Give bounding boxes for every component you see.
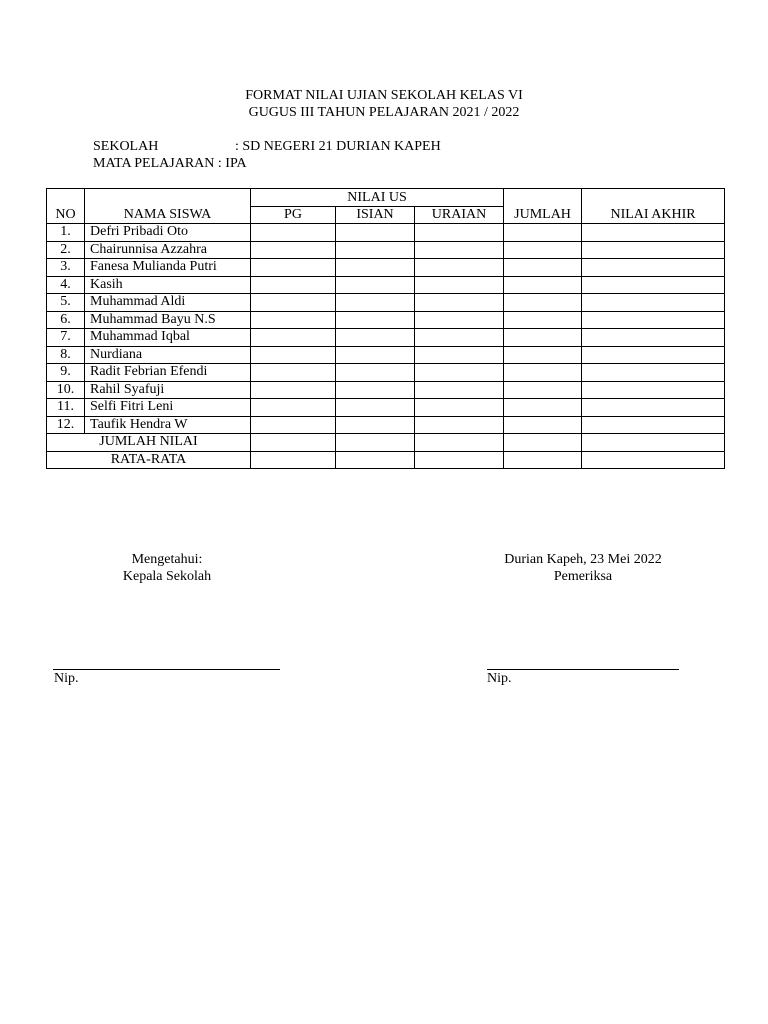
table-cell[interactable] (415, 311, 504, 329)
subject-label: MATA PELAJARAN : IPA (93, 156, 247, 171)
table-cell[interactable] (251, 399, 336, 417)
school-value: : SD NEGERI 21 DURIAN KAPEH (235, 139, 441, 154)
table-row (47, 346, 725, 364)
table-cell[interactable] (251, 346, 336, 364)
table-cell[interactable] (415, 224, 504, 242)
table-cell[interactable] (582, 381, 725, 399)
table-row (47, 329, 725, 347)
document-title (0, 87, 768, 121)
table-cell[interactable] (504, 276, 582, 294)
student-name: Fanesa Mulianda Putri (85, 259, 251, 277)
table-cell[interactable] (504, 451, 582, 469)
header-uraian: URAIAN (415, 206, 504, 224)
table-cell[interactable] (415, 416, 504, 434)
row-number: 5. (47, 294, 85, 312)
table-cell[interactable] (504, 224, 582, 242)
header-jumlah: JUMLAH (504, 189, 582, 224)
table-cell[interactable] (582, 329, 725, 347)
table-cell[interactable] (582, 276, 725, 294)
table-cell[interactable] (336, 451, 415, 469)
table-cell[interactable] (504, 329, 582, 347)
signature-right-line-2: Pemeriksa (553, 569, 613, 584)
row-number: 2. (47, 241, 85, 259)
table-cell[interactable] (415, 259, 504, 277)
table-row (47, 224, 725, 242)
table-cell[interactable] (504, 364, 582, 382)
row-number: 7. (47, 329, 85, 347)
header-nilai-us: NILAI US (251, 189, 504, 207)
table-cell[interactable] (251, 364, 336, 382)
table-cell[interactable] (336, 259, 415, 277)
table-cell[interactable] (336, 329, 415, 347)
header-pg: PG (251, 206, 336, 224)
grades-table (46, 188, 725, 469)
header-isian: ISIAN (336, 206, 415, 224)
table-cell[interactable] (415, 364, 504, 382)
student-name: Defri Pribadi Oto (85, 224, 251, 242)
table-row (47, 311, 725, 329)
table-cell[interactable] (504, 381, 582, 399)
table-cell[interactable] (336, 399, 415, 417)
footer-avg-label: RATA-RATA (47, 451, 251, 469)
table-cell[interactable] (582, 224, 725, 242)
table-cell[interactable] (504, 241, 582, 259)
table-body (47, 224, 725, 434)
table-cell[interactable] (251, 451, 336, 469)
nip-left: Nip. (54, 671, 79, 686)
table-cell[interactable] (582, 241, 725, 259)
table-cell[interactable] (504, 346, 582, 364)
table-cell[interactable] (504, 259, 582, 277)
table-cell[interactable] (415, 451, 504, 469)
signature-line-right (487, 669, 679, 670)
table-cell[interactable] (582, 311, 725, 329)
header-name: NAMA SISWA (85, 189, 251, 224)
table-header-row-1 (47, 189, 725, 207)
table-cell[interactable] (582, 451, 725, 469)
table-cell[interactable] (415, 434, 504, 452)
table-cell[interactable] (251, 259, 336, 277)
table-cell[interactable] (336, 434, 415, 452)
table-footer-avg (47, 451, 725, 469)
table-cell[interactable] (504, 399, 582, 417)
table-cell[interactable] (336, 346, 415, 364)
table-cell[interactable] (251, 416, 336, 434)
title-line-1: FORMAT NILAI UJIAN SEKOLAH KELAS VI (245, 88, 523, 103)
table-cell[interactable] (251, 311, 336, 329)
table-cell[interactable] (336, 294, 415, 312)
signature-right-line-1: Durian Kapeh, 23 Mei 2022 (504, 552, 662, 567)
table-cell[interactable] (251, 381, 336, 399)
table-row (47, 276, 725, 294)
table-cell[interactable] (415, 241, 504, 259)
student-name: Taufik Hendra W (85, 416, 251, 434)
student-name: Muhammad Bayu N.S (85, 311, 251, 329)
student-name: Radit Febrian Efendi (85, 364, 251, 382)
footer-total-label: JUMLAH NILAI (47, 434, 251, 452)
table-cell[interactable] (336, 224, 415, 242)
table-row (47, 364, 725, 382)
header-nilai-akhir: NILAI AKHIR (582, 189, 725, 224)
row-number: 12. (47, 416, 85, 434)
table-cell[interactable] (251, 294, 336, 312)
table-row (47, 294, 725, 312)
table-cell[interactable] (582, 259, 725, 277)
table-cell[interactable] (415, 381, 504, 399)
table-footer-total (47, 434, 725, 452)
table-cell[interactable] (582, 434, 725, 452)
table-row (47, 399, 725, 417)
table-cell[interactable] (251, 329, 336, 347)
header-no: NO (47, 189, 85, 224)
signature-line-left (53, 669, 280, 670)
student-name: Rahil Syafuji (85, 381, 251, 399)
table-cell[interactable] (504, 434, 582, 452)
row-number: 11. (47, 399, 85, 417)
signature-left-line-1: Mengetahui: (131, 552, 203, 567)
table-row (47, 259, 725, 277)
table-cell[interactable] (336, 276, 415, 294)
table-cell[interactable] (251, 224, 336, 242)
student-name: Chairunnisa Azzahra (85, 241, 251, 259)
table-cell[interactable] (415, 329, 504, 347)
row-number: 3. (47, 259, 85, 277)
table-cell[interactable] (582, 416, 725, 434)
row-number: 10. (47, 381, 85, 399)
table-cell[interactable] (415, 276, 504, 294)
table-cell[interactable] (415, 294, 504, 312)
row-number: 6. (47, 311, 85, 329)
student-name: Muhammad Aldi (85, 294, 251, 312)
student-name: Selfi Fitri Leni (85, 399, 251, 417)
table-cell[interactable] (582, 364, 725, 382)
table-cell[interactable] (336, 364, 415, 382)
table-cell[interactable] (251, 276, 336, 294)
row-number: 1. (47, 224, 85, 242)
title-line-2: GUGUS III TAHUN PELAJARAN 2021 / 2022 (248, 105, 520, 120)
row-number: 9. (47, 364, 85, 382)
table-cell[interactable] (336, 381, 415, 399)
nip-right: Nip. (487, 671, 512, 686)
table-cell[interactable] (251, 434, 336, 452)
table-row (47, 416, 725, 434)
table-cell[interactable] (415, 399, 504, 417)
table-row (47, 241, 725, 259)
signature-left-line-2: Kepala Sekolah (122, 569, 212, 584)
school-info (93, 138, 441, 172)
table-cell[interactable] (504, 311, 582, 329)
table-cell[interactable] (582, 294, 725, 312)
table-cell[interactable] (582, 399, 725, 417)
table-cell[interactable] (504, 294, 582, 312)
table-cell[interactable] (415, 346, 504, 364)
student-name: Muhammad Iqbal (85, 329, 251, 347)
table-cell[interactable] (504, 416, 582, 434)
signature-left (88, 551, 246, 585)
signature-right (478, 551, 688, 585)
table-cell[interactable] (251, 241, 336, 259)
row-number: 4. (47, 276, 85, 294)
student-name: Nurdiana (85, 346, 251, 364)
table-cell[interactable] (336, 311, 415, 329)
row-number: 8. (47, 346, 85, 364)
table-cell[interactable] (582, 346, 725, 364)
table-cell[interactable] (336, 416, 415, 434)
student-name: Kasih (85, 276, 251, 294)
table-row (47, 381, 725, 399)
table-cell[interactable] (336, 241, 415, 259)
school-label: SEKOLAH (93, 139, 159, 154)
